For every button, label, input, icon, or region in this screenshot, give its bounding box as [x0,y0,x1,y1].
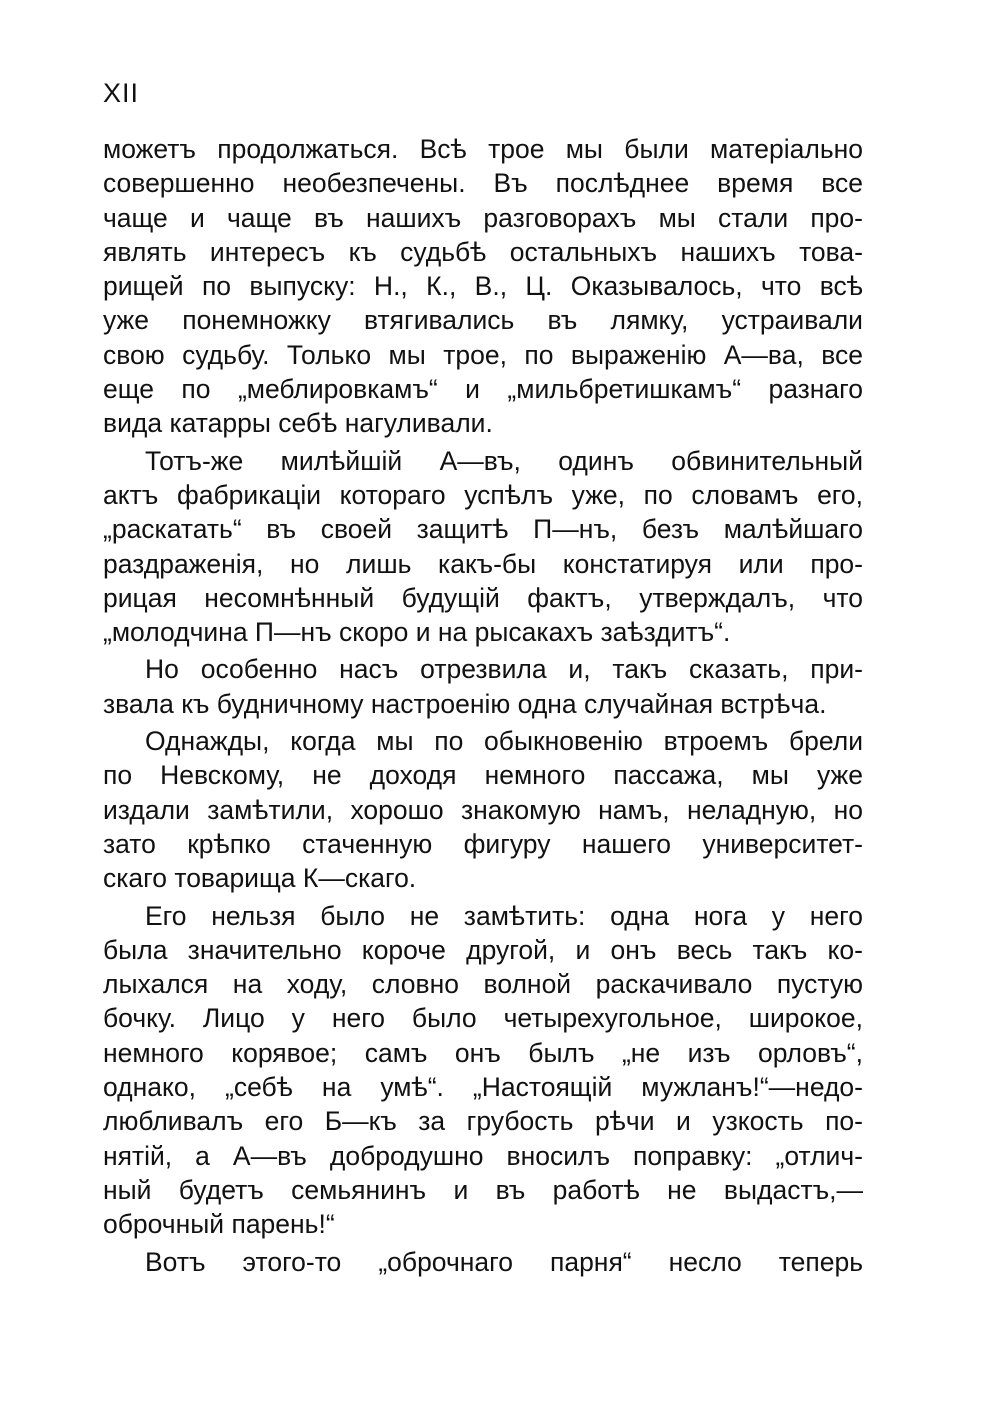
text-line: однако, „себѣ на умѣ“. „Настоящій мужланъ!“—недо- [103,1072,863,1103]
text-line: бочку. Лицо у него было четырехугольное, широкое, [103,1003,863,1034]
paragraph [103,724,863,895]
text-line: любливалъ его Б—къ за грубость рѣчи и узкость по- [103,1106,863,1137]
text-line: „раскатать“ въ своей защитѣ П—нъ, безъ малѣйшаго [103,514,863,545]
text-line: еще по „меблировкамъ“ и „мильбретишкамъ“ разнаго [103,374,863,405]
text-line: звала къ будничному настроенію одна случайная встрѣча. [103,688,827,719]
paragraph [103,1245,863,1279]
text-line: „молодчина П—нъ скоро и на рысакахъ заѣздитъ“. [103,617,731,648]
paragraph [103,132,863,441]
text-line: рицая несомнѣнный будущій фактъ, утверждалъ, что [103,582,863,613]
text-line: Его нельзя было не замѣтить: одна нога у него [145,900,863,931]
text-line: уже понемножку втягивались въ лямку, устраивали [103,305,863,336]
body-text [103,132,863,1279]
text-line: немного корявое; самъ онъ былъ „не изъ орловъ“, [103,1037,863,1068]
text-line: по Невскому, не доходя немного пассажа, мы уже [103,760,863,791]
text-line: свою судьбу. Только мы трое, по выраженію А—ва, все [103,339,863,370]
text-line: Но особенно насъ отрезвила и, такъ сказать, при- [145,654,863,685]
text-line: лыхался на ходу, словно волной раскачивало пустую [103,969,863,1000]
text-line: издали замѣтили, хорошо знакомую намъ, неладную, но [103,794,863,825]
text-line: была значительно короче другой, и онъ весь такъ ко- [103,934,863,965]
text-line: совершенно необезпечены. Въ послѣднее время все [103,168,863,199]
text-line: зато крѣпко стаченную фигуру нашего университет- [103,828,863,859]
paragraph [103,899,863,1242]
text-line: ный будетъ семьянинъ и въ работѣ не выдастъ,— [103,1174,863,1205]
paragraph [103,444,863,650]
text-line: являть интересъ къ судьбѣ остальныхъ нашихъ това- [103,236,863,267]
text-line: рищей по выпуску: Н., К., В., Ц. Оказывалось, что всѣ [103,271,863,302]
text-line: можетъ продолжаться. Всѣ трое мы были матеріально [103,134,863,164]
text-line: нятій, а А—въ добродушно вносилъ поправку: „отлич- [103,1140,863,1171]
text-line: Тотъ-же милѣйшій А—въ, одинъ обвинительный [145,445,863,476]
text-line: скаго товарища К—скаго. [103,863,417,894]
text-line: раздраженія, но лишь какъ-бы констатируя или про- [103,548,863,579]
page-number: XII [103,78,140,108]
text-line: Вотъ этого-то „оброчнаго парня“ несло теперь [145,1246,863,1277]
text-line: актъ фабрикаціи котораго успѣлъ уже, по словамъ его, [103,479,863,510]
text-line: Однажды, когда мы по обыкновенію втроемъ брели [145,726,863,757]
text-line: оброчный парень!“ [103,1209,335,1240]
text-line: вида катарры себѣ нагуливали. [103,408,493,439]
paragraph [103,652,863,721]
text-line: чаще и чаще въ нашихъ разговорахъ мы стали про- [103,202,863,233]
